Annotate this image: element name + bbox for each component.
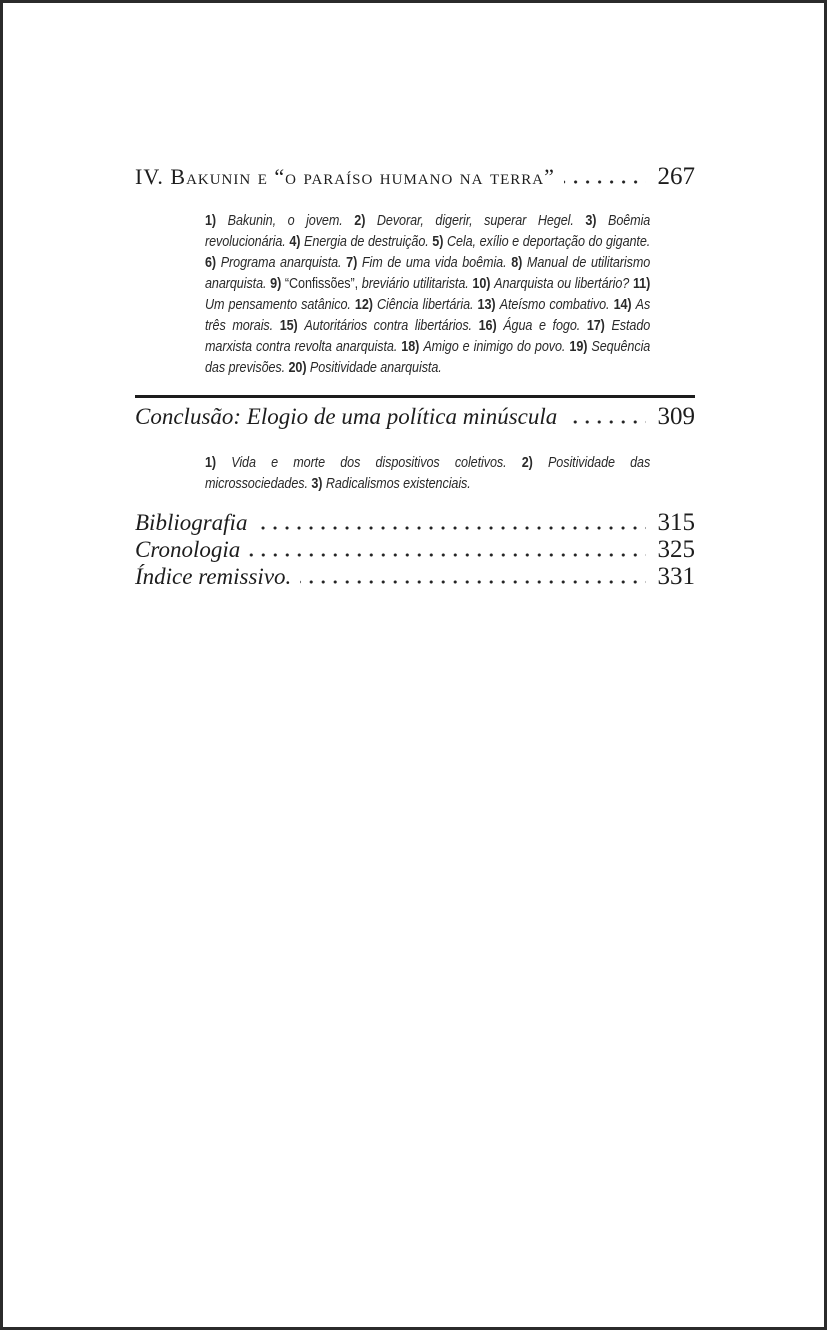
topic-number: 2) <box>521 454 533 471</box>
topic-title: Fim de uma vida boêmia. <box>361 254 507 271</box>
topic-number: 14) <box>613 296 632 313</box>
dot-leader <box>300 580 645 584</box>
topic-title: Devorar, digerir, superar Hegel. <box>376 212 574 229</box>
dot-leader <box>249 553 645 557</box>
backmatter-page-number: 315 <box>657 509 695 536</box>
topic-number: 15) <box>279 317 298 334</box>
topic-number: 13) <box>477 296 496 313</box>
topic-number: 18) <box>401 338 420 355</box>
toc-conclusion-entry <box>135 403 695 431</box>
topic-title: Autoritários contra libertários. <box>304 317 472 334</box>
topic-number: 19) <box>569 338 588 355</box>
topic-roman-text: “Confissões”, <box>284 275 359 292</box>
topic-title: Estado marxista contra revolta anarquista. <box>205 317 651 355</box>
conclusion-page-number: 309 <box>657 403 695 430</box>
topic-number: 7) <box>346 254 358 271</box>
topic-title: Um pensamento satânico. <box>205 296 351 313</box>
topic-title: Positividade anarquista. <box>309 359 442 376</box>
topic-title: Amigo e inimigo do povo. <box>423 338 566 355</box>
topic-number: 17) <box>586 317 605 334</box>
topic-title: Cela, exílio e deportação do gigante. <box>446 233 651 250</box>
backmatter-title: Cronologia <box>135 537 241 562</box>
topic-number: 5) <box>432 233 444 250</box>
topic-title: Ciência libertária. <box>377 296 474 313</box>
topic-number: 3) <box>585 212 597 229</box>
topic-number: 20) <box>288 359 307 376</box>
topic-number: 12) <box>354 296 373 313</box>
section-divider-rule <box>135 395 695 398</box>
dot-leader <box>564 180 646 184</box>
topic-number: 16) <box>478 317 497 334</box>
topic-number: 4) <box>289 233 301 250</box>
topic-title: Anarquista ou libertário? <box>494 275 630 292</box>
topic-title: Positividade das microssociedades. <box>205 454 651 492</box>
topic-title: Ateísmo combativo. <box>499 296 610 313</box>
topic-title: breviário utilitarista. <box>361 275 469 292</box>
toc-chapter-entry <box>135 163 695 191</box>
topic-title: Vida e morte dos dispositivos coletivos. <box>231 454 507 471</box>
backmatter-page-number: 331 <box>657 563 695 590</box>
chapter-title-text: Bakunin e “o paraíso humano na terra” <box>170 164 555 189</box>
topic-title: Água e fogo. <box>503 317 581 334</box>
toc-backmatter-entry <box>135 536 695 563</box>
topic-title: Energia de destruição. <box>304 233 429 250</box>
chapter-page-number: 267 <box>657 163 695 190</box>
backmatter-title: Bibliografia <box>135 510 248 535</box>
chapter-topics-list <box>205 210 650 378</box>
dot-leader <box>566 420 645 424</box>
topic-number: 8) <box>511 254 523 271</box>
topic-title: As três morais. <box>205 296 651 334</box>
dot-leader <box>256 526 645 530</box>
topic-title: Bakunin, o jovem. <box>227 212 343 229</box>
toc-backmatter-entry <box>135 509 695 536</box>
topic-number: 6) <box>205 254 217 271</box>
topic-number: 9) <box>270 275 282 292</box>
topic-number: 2) <box>354 212 366 229</box>
chapter-label: IV. <box>135 164 164 189</box>
toc-backmatter-entry <box>135 563 695 590</box>
topic-title: Manual de utilitarismo anarquista. <box>205 254 651 292</box>
topic-number: 1) <box>205 212 217 229</box>
topic-title: Programa anarquista. <box>220 254 342 271</box>
topic-number: 1) <box>205 454 217 471</box>
topic-number: 3) <box>311 475 323 492</box>
topic-title: Sequência das previsões. <box>205 338 651 376</box>
backmatter-page-number: 325 <box>657 536 695 563</box>
chapter-title <box>135 164 555 190</box>
conclusion-topics-list <box>205 452 650 494</box>
topic-title: Radicalismos existenciais. <box>325 475 471 492</box>
topic-title: Boêmia revolucionária. <box>205 212 651 250</box>
backmatter-title: Índice remissivo. <box>135 564 292 589</box>
toc-backmatter-section <box>135 509 695 590</box>
topic-number: 11) <box>632 275 651 292</box>
topic-number: 10) <box>472 275 491 292</box>
conclusion-title: Conclusão: Elogio de uma política minúscula <box>135 404 558 429</box>
